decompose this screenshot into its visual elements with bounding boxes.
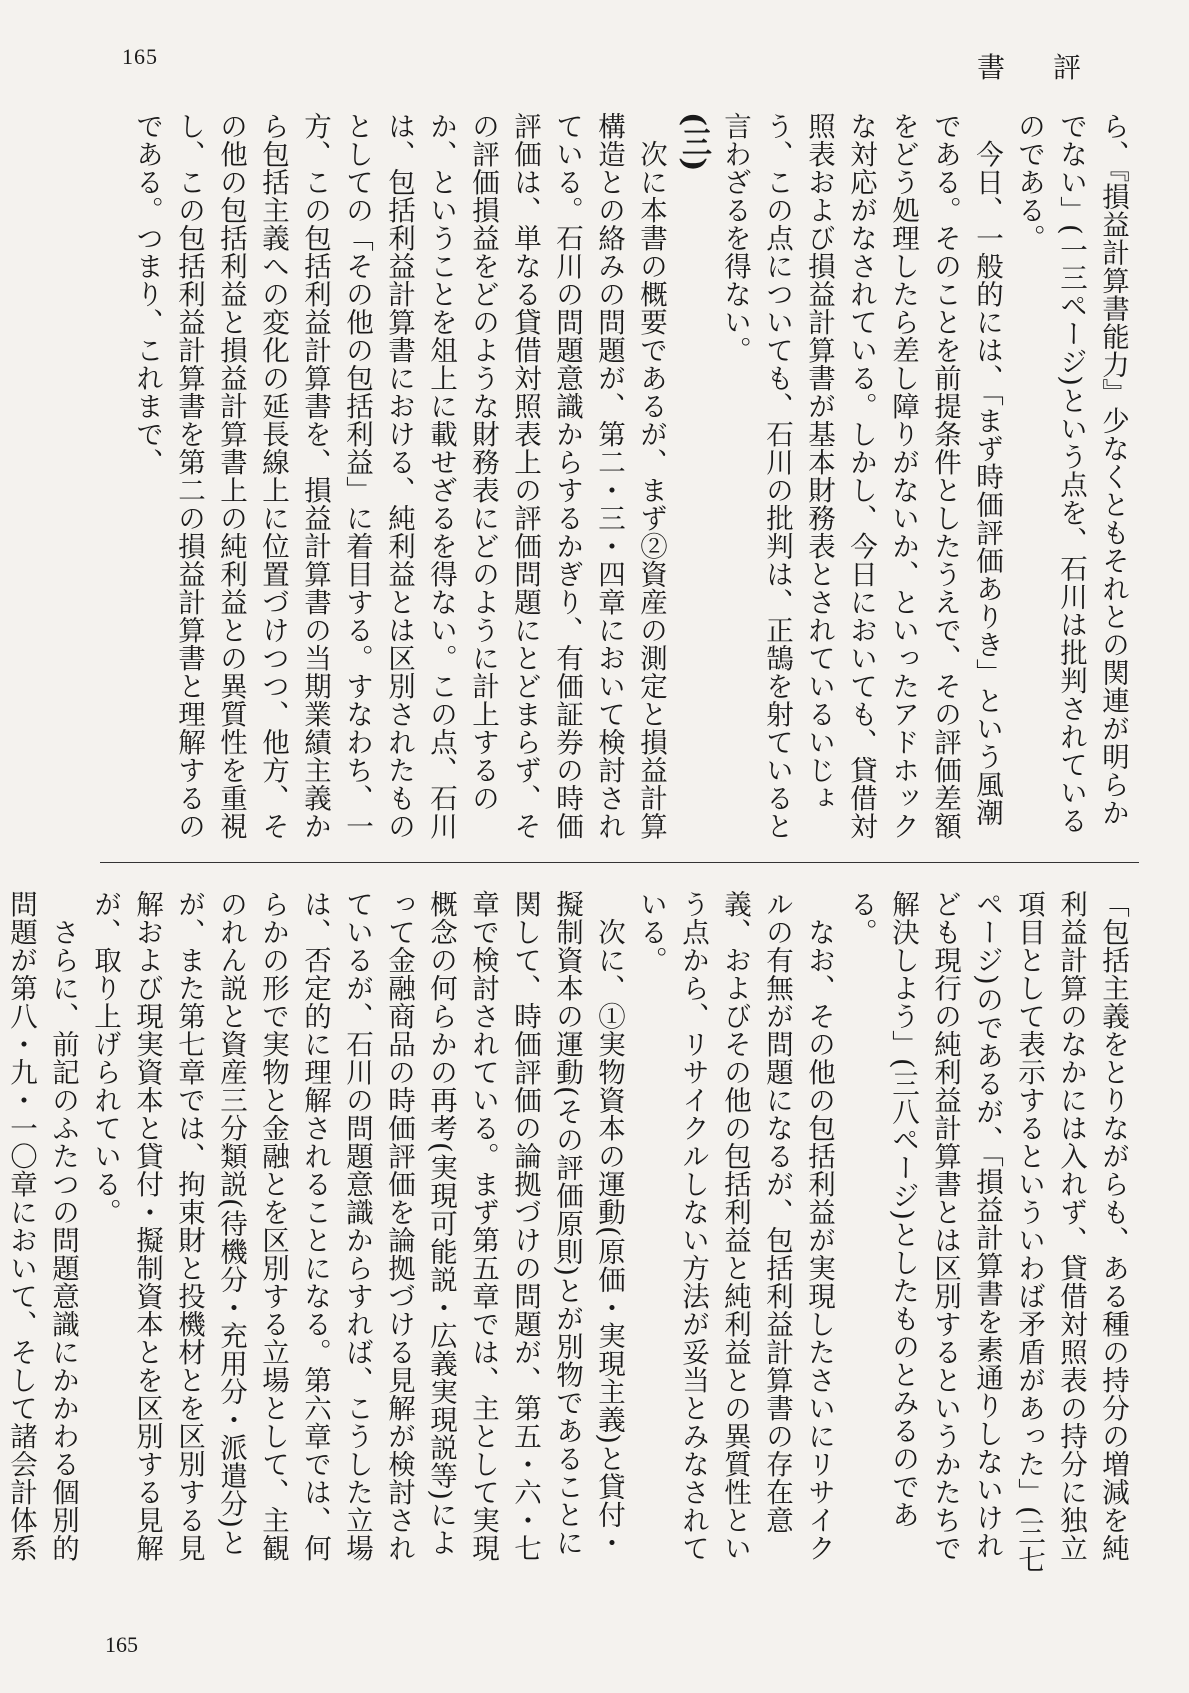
top-text-block (69, 112, 1134, 847)
bottom-paragraph-4: さらに、前記のふたつの問題意識にかかわる個別的問題が第八・九・一〇章において、そして諸会計体系 (5, 890, 79, 1562)
bottom-text-block (5, 890, 1134, 1580)
page-number-bottom: 165 (105, 1632, 138, 1657)
top-paragraph-2: 今日、一般的には、「まず時価評価ありき」という風潮である。そのことを前提条件としたうえで、その評価差額をどう処理したら差し障りがないか、といったアドホックな対応がなされている。しかし、今日においても、貸借対照表および損益計算書が基本財務表とされているいじょう、この点についても、石川の批判は、正鵠を射ていると言わざるを得ない。 (719, 112, 1003, 840)
bottom-paragraph-3: 次に、①実物資本の運動(原価・実現主義)と貸付・擬制資本の運動(その評価原則)とが別物であることに関して、時価評価の論拠づけの問題が、第五・六・七章で検討されている。まず第五章では、主として実現概念の何らかの再考(実現可能説・広義実現説等)によって金融商品の時価評価を論拠づける見解が検討されているが、石川の問題意識からすれば、こうした立場は、否定的に理解されることになる。第六章では、何らかの形で実物と金融とを区別する立場として、主観のれん説と資産三分類説(待機分・充用分・派遣分)とが、また第七章では、拘束財と投機材とを区別する見解および現実資本と貸付・擬制資本とを区別する見解が、取り上げられている。 (89, 890, 625, 1562)
bottom-paragraph-1: 「包括主義をとりながらも、ある種の持分の増減を純利益計算のなかには入れず、貸借対照表の持分に独立項目として表示するといういわば矛盾があった」(三七ページ)のであるが、「損益計算書を素通りしないけれども現行の純利益計算書とは区別するというかたちで解決しよう」(三八ページ)としたものとみるのである。 (845, 890, 1129, 1574)
section-heading: (三) (676, 112, 711, 172)
top-paragraph-1: ら、『損益計算書能力』少なくともそれとの関連が明らかでない」(一三ページ)という点を、石川は批判されているのである。 (1013, 112, 1129, 835)
horizontal-divider (100, 862, 1139, 863)
section-title: 書評 (976, 51, 1129, 84)
page-number-top: 165 (122, 44, 158, 69)
bottom-paragraph-2: なお、その他の包括利益が実現したさいにリサイクルの有無が問題になるが、包括利益計算書の存在意義、およびその他の包括利益と純利益との異質性という点から、リサイクルしない方法が妥当とみなされている。 (635, 890, 835, 1562)
top-paragraph-3: 次に本書の概要であるが、まず②資産の測定と損益計算構造との絡みの問題が、第二・三・四章において検討されている。石川の問題意識からするかぎり、有価証券の時価評価は、単なる貸借対照表上の評価問題にとどまらず、その評価損益をどのような財務表にどのように計上するのか、ということを俎上に載せざるを得ない。この点、石川は、包括利益計算書における、純利益とは区別されたものとしての「その他の包括利益」に着目する。すなわち、一方、この包括利益計算書を、損益計算書の当期業績主義から包括主義への変化の延長線上に位置づけつつ、他方、その他の包括利益と損益計算書上の純利益との異質性を重視し、この包括利益計算書を第二の損益計算書と理解するのである。つまり、これまで、 (131, 112, 667, 840)
